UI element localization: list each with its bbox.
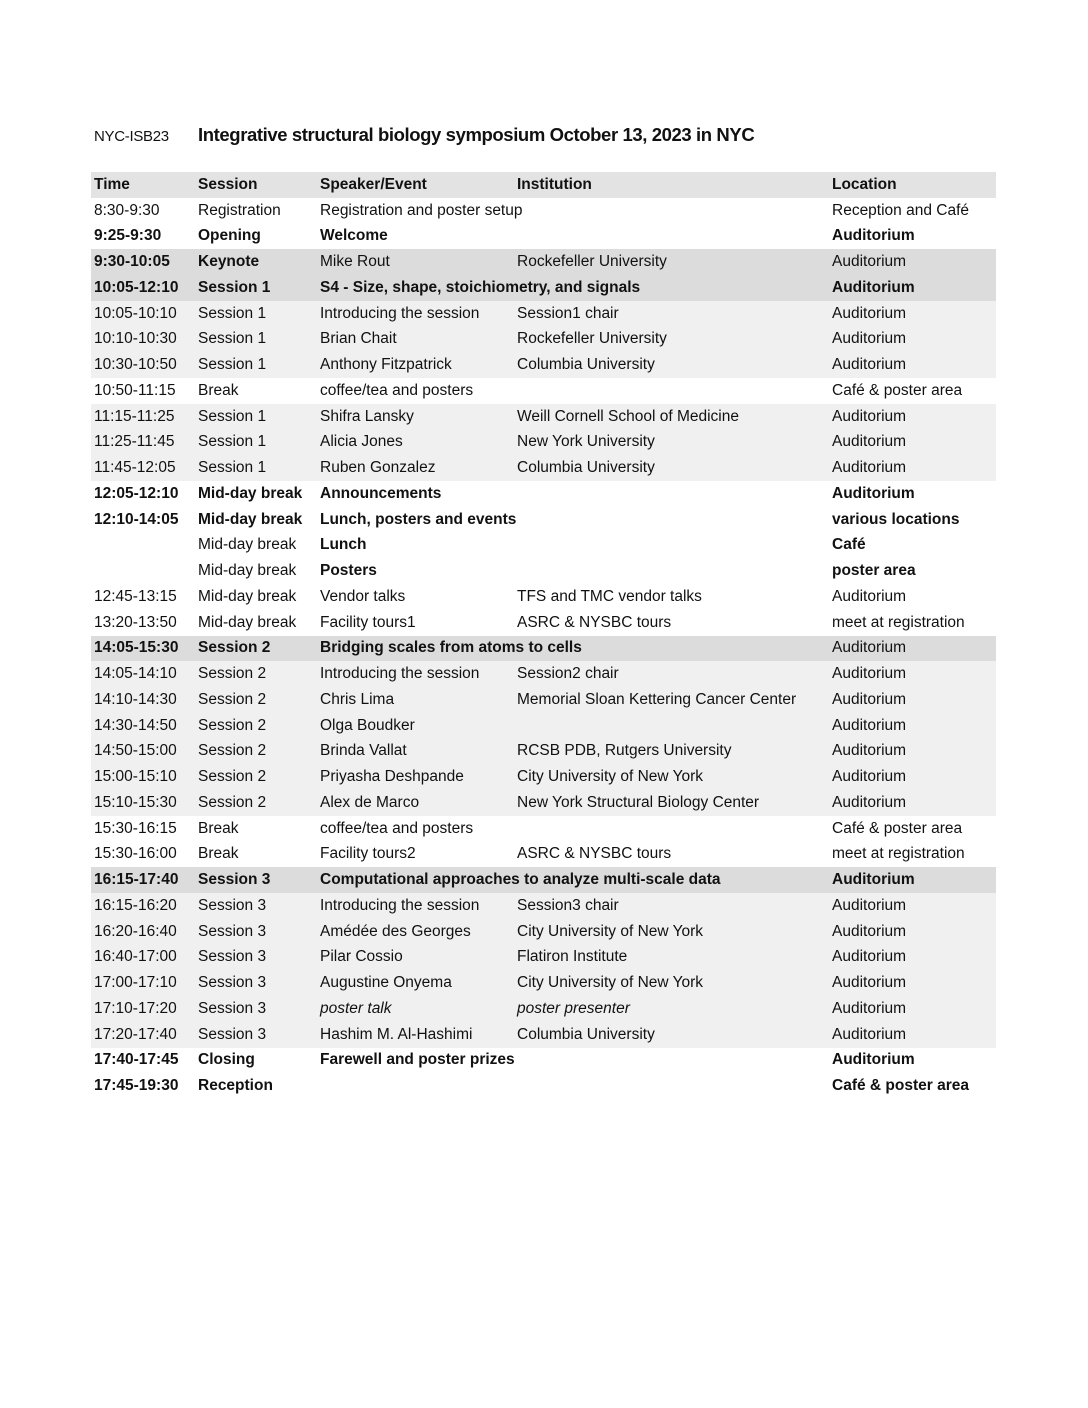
cell-institution: Columbia University [517, 356, 655, 374]
cell-session: Session 1 [198, 356, 267, 374]
cell-institution: RCSB PDB, Rutgers University [517, 742, 732, 760]
cell-speaker: Priyasha Deshpande [320, 768, 464, 786]
cell-speaker: Alicia Jones [320, 433, 403, 451]
column-header-institution: Institution [517, 175, 592, 193]
table-row [91, 327, 996, 353]
cell-location: Auditorium [832, 227, 915, 245]
cell-session: Session 2 [198, 768, 267, 786]
cell-location: Auditorium [832, 716, 907, 734]
cell-session: Session 1 [198, 330, 267, 348]
column-header-session: Session [198, 175, 258, 193]
cell-location: Auditorium [832, 768, 907, 786]
cell-location: Café & poster area [832, 1077, 969, 1095]
table-row [91, 970, 996, 996]
table-row [91, 507, 996, 533]
cell-session: Session 2 [198, 793, 267, 811]
cell-time: 15:00-15:10 [94, 768, 177, 786]
cell-time: 10:50-11:15 [94, 381, 176, 399]
cell-time: 17:20-17:40 [94, 1025, 177, 1043]
cell-location: Auditorium [832, 407, 907, 425]
cell-session: Session 3 [198, 999, 267, 1017]
cell-session: Mid-day break [198, 562, 297, 580]
cell-session: Mid-day break [198, 613, 297, 631]
cell-location: Auditorium [832, 356, 907, 374]
table-row [91, 661, 996, 687]
cell-speaker: Farewell and poster prizes [320, 1051, 515, 1069]
cell-location: Café [832, 536, 866, 554]
cell-location: Auditorium [832, 974, 907, 992]
cell-session: Session 1 [198, 407, 267, 425]
cell-time: 12:10-14:05 [94, 510, 179, 528]
document-title-row [94, 124, 754, 146]
cell-time: 10:10-10:30 [94, 330, 177, 348]
cell-session: Reception [198, 1077, 273, 1095]
cell-time: 15:10-15:30 [94, 793, 177, 811]
cell-time: 16:15-16:20 [94, 896, 177, 914]
cell-location: Auditorium [832, 742, 907, 760]
table-row [91, 455, 996, 481]
cell-institution: Columbia University [517, 459, 655, 477]
table-row [91, 404, 996, 430]
cell-speaker: Vendor talks [320, 587, 406, 605]
cell-time: 11:45-12:05 [94, 459, 176, 477]
cell-location: Reception and Café [832, 201, 970, 219]
cell-speaker: coffee/tea and posters [320, 819, 474, 837]
cell-session: Mid-day break [198, 587, 297, 605]
cell-session: Mid-day break [198, 536, 297, 554]
event-code: NYC-ISB23 [94, 128, 169, 145]
table-row [91, 764, 996, 790]
document-title: Integrative structural biology symposium October 13, 2023 in NYC [198, 124, 755, 145]
table-header-row [91, 172, 996, 198]
cell-location: Auditorium [832, 484, 915, 502]
table-row [91, 481, 996, 507]
table-row [91, 816, 996, 842]
cell-speaker: Chris Lima [320, 690, 395, 708]
schedule-table [91, 172, 996, 1099]
cell-location: Auditorium [832, 330, 907, 348]
cell-session: Session 1 [198, 304, 267, 322]
cell-institution: Memorial Sloan Kettering Cancer Center [517, 690, 797, 708]
cell-institution: City University of New York [517, 974, 704, 992]
column-header-speaker: Speaker/Event [320, 175, 427, 193]
cell-institution: poster presenter [517, 999, 630, 1017]
cell-speaker: coffee/tea and posters [320, 381, 474, 399]
cell-time: 14:10-14:30 [94, 690, 177, 708]
cell-session: Session 3 [198, 871, 271, 889]
cell-time: 10:30-10:50 [94, 356, 177, 374]
cell-location: meet at registration [832, 845, 965, 863]
cell-speaker: Lunch [320, 536, 367, 554]
cell-time: 10:05-10:10 [94, 304, 177, 322]
cell-location: meet at registration [832, 613, 965, 631]
table-row [91, 558, 996, 584]
cell-location: Café & poster area [832, 819, 963, 837]
cell-speaker: Introducing the session [320, 896, 480, 914]
table-row [91, 378, 996, 404]
cell-speaker: Registration and poster setup [320, 201, 523, 219]
cell-session: Session 3 [198, 922, 267, 940]
cell-institution: Weill Cornell School of Medicine [517, 407, 739, 425]
cell-session: Session 1 [198, 459, 267, 477]
cell-time: 15:30-16:15 [94, 819, 177, 837]
cell-location: Auditorium [832, 896, 907, 914]
table-row [91, 224, 996, 250]
cell-location: Auditorium [832, 253, 907, 271]
cell-speaker: Augustine Onyema [320, 974, 452, 992]
cell-time: 15:30-16:00 [94, 845, 177, 863]
cell-session: Opening [198, 227, 261, 245]
cell-session: Registration [198, 201, 281, 219]
cell-speaker: S4 - Size, shape, stoichiometry, and signals [320, 278, 641, 296]
cell-time: 14:50-15:00 [94, 742, 177, 760]
table-row [91, 533, 996, 559]
cell-institution: ASRC & NYSBC tours [517, 845, 672, 863]
cell-institution: City University of New York [517, 768, 704, 786]
table-row [91, 584, 996, 610]
cell-location: Auditorium [832, 999, 907, 1017]
cell-speaker: Shifra Lansky [320, 407, 414, 425]
cell-speaker: Brian Chait [320, 330, 397, 348]
cell-speaker: Welcome [320, 227, 388, 245]
table-row [91, 198, 996, 224]
cell-session: Session 2 [198, 742, 267, 760]
cell-location: various locations [832, 510, 960, 528]
cell-location: Auditorium [832, 871, 915, 889]
cell-session: Break [198, 381, 239, 399]
cell-location: Auditorium [832, 690, 907, 708]
table-row [91, 275, 996, 301]
cell-time: 14:30-14:50 [94, 716, 177, 734]
cell-speaker: Bridging scales from atoms to cells [320, 639, 582, 657]
cell-time: 11:15-11:25 [94, 407, 175, 425]
cell-session: Break [198, 819, 239, 837]
cell-speaker: Pilar Cossio [320, 948, 403, 966]
cell-location: Auditorium [832, 948, 907, 966]
table-row [91, 919, 996, 945]
cell-location: Café & poster area [832, 381, 963, 399]
cell-session: Closing [198, 1051, 255, 1069]
cell-institution: Flatiron Institute [517, 948, 628, 966]
cell-institution: Rockefeller University [517, 330, 667, 348]
cell-speaker: Ruben Gonzalez [320, 459, 436, 477]
cell-session: Session 3 [198, 896, 267, 914]
cell-location: Auditorium [832, 459, 907, 477]
table-row [91, 1022, 996, 1048]
cell-institution: New York Structural Biology Center [517, 793, 760, 811]
cell-time: 13:20-13:50 [94, 613, 177, 631]
cell-institution: Session2 chair [517, 665, 619, 683]
cell-location: Auditorium [832, 639, 907, 657]
cell-time: 17:40-17:45 [94, 1051, 179, 1069]
table-row [91, 636, 996, 662]
table-row [91, 610, 996, 636]
cell-location: Auditorium [832, 1051, 915, 1069]
cell-time: 10:05-12:10 [94, 278, 179, 296]
cell-speaker: Hashim M. Al-Hashimi [320, 1025, 473, 1043]
cell-location: poster area [832, 562, 916, 580]
cell-time: 9:25-9:30 [94, 227, 162, 245]
cell-session: Session 1 [198, 433, 267, 451]
cell-time: 8:30-9:30 [94, 201, 160, 219]
cell-time: 12:05-12:10 [94, 484, 179, 502]
cell-speaker: Introducing the session [320, 665, 480, 683]
cell-institution: Session3 chair [517, 896, 619, 914]
table-row [91, 893, 996, 919]
cell-time: 16:40-17:00 [94, 948, 177, 966]
cell-session: Keynote [198, 253, 260, 271]
cell-location: Auditorium [832, 1025, 907, 1043]
cell-speaker: Facility tours1 [320, 613, 416, 631]
cell-time: 17:00-17:10 [94, 974, 177, 992]
cell-session: Session 2 [198, 639, 271, 657]
cell-speaker: Mike Rout [320, 253, 390, 271]
column-header-time: Time [94, 175, 130, 193]
cell-session: Mid-day break [198, 484, 303, 502]
cell-institution: City University of New York [517, 922, 704, 940]
table-row [91, 1073, 996, 1099]
cell-speaker: Posters [320, 562, 377, 580]
cell-location: Auditorium [832, 304, 907, 322]
cell-speaker: poster talk [320, 999, 392, 1017]
cell-location: Auditorium [832, 793, 907, 811]
table-row [91, 430, 996, 456]
table-row [91, 713, 996, 739]
table-row [91, 867, 996, 893]
cell-time: 11:25-11:45 [94, 433, 175, 451]
cell-location: Auditorium [832, 433, 907, 451]
cell-speaker: Computational approaches to analyze multi-scale data [320, 871, 721, 889]
table-row [91, 996, 996, 1022]
cell-speaker: Lunch, posters and events [320, 510, 517, 528]
cell-speaker: Olga Boudker [320, 716, 415, 734]
cell-session: Session 1 [198, 278, 271, 296]
cell-session: Session 3 [198, 1025, 267, 1043]
cell-speaker: Facility tours2 [320, 845, 416, 863]
table-row [91, 1048, 996, 1074]
cell-speaker: Introducing the session [320, 304, 480, 322]
cell-location: Auditorium [832, 665, 907, 683]
cell-location: Auditorium [832, 922, 907, 940]
cell-session: Session 2 [198, 690, 267, 708]
cell-location: Auditorium [832, 278, 915, 296]
cell-time: 16:15-17:40 [94, 871, 179, 889]
table-row [91, 687, 996, 713]
cell-institution: New York University [517, 433, 655, 451]
cell-speaker: Announcements [320, 484, 442, 502]
cell-time: 12:45-13:15 [94, 587, 177, 605]
cell-session: Session 2 [198, 665, 267, 683]
cell-institution: Session1 chair [517, 304, 619, 322]
table-row [91, 739, 996, 765]
cell-institution: TFS and TMC vendor talks [517, 587, 702, 605]
cell-speaker: Brinda Vallat [320, 742, 407, 760]
cell-session: Session 3 [198, 974, 267, 992]
cell-location: Auditorium [832, 587, 907, 605]
cell-session: Mid-day break [198, 510, 303, 528]
table-row [91, 249, 996, 275]
cell-time: 9:30-10:05 [94, 253, 170, 271]
cell-time: 14:05-14:10 [94, 665, 177, 683]
table-row [91, 352, 996, 378]
table-body [91, 198, 996, 1099]
column-header-location: Location [832, 175, 897, 193]
cell-institution: ASRC & NYSBC tours [517, 613, 672, 631]
table-row [91, 790, 996, 816]
cell-speaker: Alex de Marco [320, 793, 420, 811]
cell-speaker: Amédée des Georges [320, 922, 471, 940]
cell-time: 16:20-16:40 [94, 922, 177, 940]
cell-session: Break [198, 845, 239, 863]
cell-time: 14:05-15:30 [94, 639, 179, 657]
cell-institution: Columbia University [517, 1025, 655, 1043]
table-row [91, 301, 996, 327]
cell-speaker: Anthony Fitzpatrick [320, 356, 452, 374]
cell-session: Session 2 [198, 716, 267, 734]
cell-time: 17:10-17:20 [94, 999, 177, 1017]
cell-institution: Rockefeller University [517, 253, 667, 271]
cell-time: 17:45-19:30 [94, 1077, 179, 1095]
table-row [91, 945, 996, 971]
cell-session: Session 3 [198, 948, 267, 966]
table-row [91, 842, 996, 868]
